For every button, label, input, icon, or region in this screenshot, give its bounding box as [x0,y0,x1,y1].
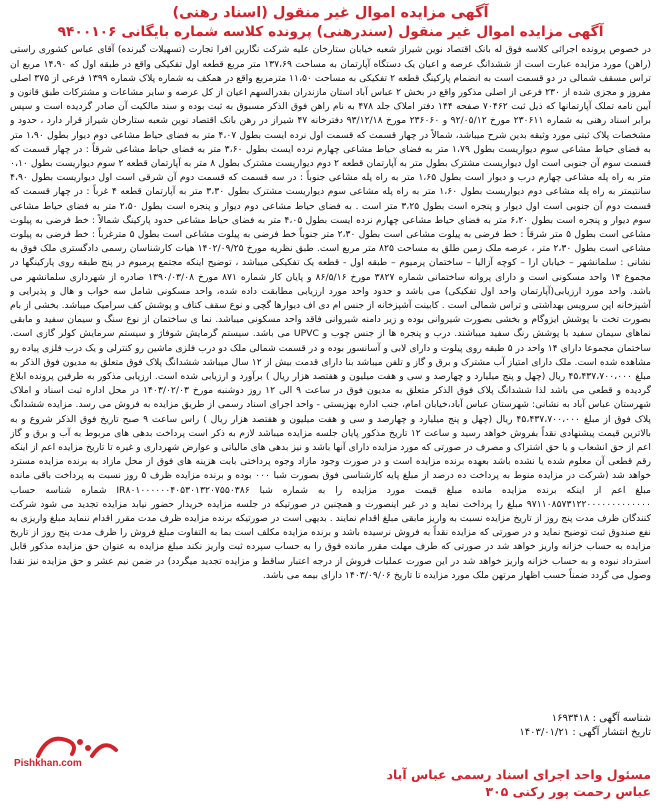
notice-subtitle: آگهی مزایده اموال غیر منقول (سندرهنی) پرونده کلاسه شماره بایگانی ۹۴۰۰۱۰۶ [57,24,604,41]
notice-header [10,4,651,41]
notice-title: آگهی مزایده اموال غیر منقول (اسناد رهنی) [172,5,489,21]
notice-id-value: ۱۶۹۳۴۱۸ [551,713,590,725]
notice-signature [387,766,651,800]
notice-id-row [10,712,651,726]
notice-body [10,43,651,711]
notice-id-label: شناسه آگهی : [592,713,651,725]
pishkhan-watermark [8,728,126,778]
publish-date-label: تاریخ انتشار آگهی : [572,727,651,739]
signature-title: مسئول واحد اجرای اسناد رسمی عباس آباد [386,767,651,782]
watermark-text: Pishkhan.com [14,758,82,769]
publish-date-value: ۱۴۰۳/۰۱/۲۱ [519,727,570,739]
notice-paragraph: در خصوص پرونده اجرائی کلاسه فوق له بانک اقتصاد نوین شیراز شعبه خیابان ستارخان علیه شرکت نگارین افرا تجارت (تسهیلات گیرنده) آقای عباس کشوری راستی (راهن) مورد مزایده عبارت است از ششدانگ عرصه و اعیان یک دستگاه آپارتمان به مساحت ۱۳۷،۶۹ متر مربع قطعه اول تفکیکی واقع در طبقه اول که ۱۴،۹۰ مربع ان تراس مسقف شمالی در دو قسمت است به انضمام پارکینگ قطعه ۲ تفکیکی به مساحت ۱۱،۵۰ مترمربع واقع در همکف به شماره پلاک شماره ۱۳۹۹ فرعی از ۳۷۵ اصلی مفروز و مجزی شده از ۲۳۰ فرعی از اصلی مذکور واقع در بخش ۲ عباس آباد استان مازندران بقدرالسهم اعیان از کل عرصه و سایر مشاعات و مشترکات طبق قانون و آیین نامه تملک آپارتمانها که ذیل ثبت ۷۰۴۶۲ صفحه ۱۴۴ دفتر املاک جلد ۴۷۸ به نام راهن فوق الذکر مسبوق به ثبت بوده و سند مالکیت آن صادر گردیده است و سپس برابر اسناد رهنی به شماره ۲۳۰۶۱۱ مورخ ۹۲/۰۵/۱۲ و ۲۳۶۰۶۰ مورخ ۹۳/۱۲/۱۸ دفترخانه ۴۷ شیراز در رهن بانک اقتصاد نوین شعبه ستارخان شیراز قرار دارد ، حدود و مشخصات پلاک ثبتی مورد وثیقه بدین شرح میباشد، شمالاً در چهار قسمت که قسمت اول نرده ایست بطول ۴،۰۷ متر به فضای حیاط مشاعی دوم دیوار بطول ۱،۹۰ متر به فضای حیاط مشاعی سوم دیواریست بطول ۱،۷۹ متر به فضای حیاط مشاعی چهارم نرده ایست بطول ۳،۶۰ متر به فضای حیاط مشاعی شرقاً : در چهار قسمت که قسمت سوم آن جنوبی است اول دیواریست مشترک بطول متر به آپارتمان قطعه ۲ دوم دیواریست مشترک بطول ۸ متر به آپارتمان قطعه ۲ سوم دیواریست بطول ۰،۱۰ متر به راه پله مشاعی چهارم درب و دیوار است بطول ۱،۶۵ متر به راه پله مشاعی جنوباً : در سه قسمت که قسمت دوم آن شرقی است اول دیواریست بطول ۴،۹۰ سانتیمتر به راه پله مشاعی دوم دیواریست بطول ۱،۶۰ متر به راه پله مشاعی سوم دیواریست مشترک بطول ۳،۳۰ متر به آپارتمان قطعه ۴ غرباً : در چهار قسمت که قسمت دوم آن جنوبی است اول دیوار و پنجره است بطول ۳،۲۵ متر است . به فضای حیاط مشاعی دوم دیوار و پنجره است بطول ۲،۵۰ متر به فضای حیاط مشاعی سوم دیوار و پنجره است بطول ۶،۲۰ متر به فضای حیاط مشاعی چهارم نرده ایست بطول ۴،۰۵ متر به فضای حیاط مشاعی حدود پارکینگ شمالاً : خط فرضی به پیلوت مشاعی است بطول ۵ متر شرقاً : خط فرضی به پیلوت مشاعی است بطول ۲،۳۰ متر جنوباً خط فرضی به پیلوت مشاعی است بطول ۵ مترغرباً : خط فرضی به پیلوت مشاعی است بطول ۲،۳۰ متر ، عرصه ملک زمین طلق به مساحت ۸۲۵ متر مربع است. طبق نظریه مورخ ۱۴۰۲/۰۹/۲۵ هیات کارشناسان رسمی دادگستری ملک فوق به نشانی : سلمانشهر – خیابان ارا – کوچه آزالیا – ساختمان پرمیوم – طبقه اول - قطعه یک تفکیکی میباشد ، توضیح اینکه مجتمع پرمیوم در پنج طبقه روی پارکینگها در مجموع ۱۴ واحد مسکونی است و دارای پروانه ساختمانی شماره ۳۸۲۷ مورخ ۸۶/۵/۱۶ و پایان کار شماره ۸۷۱ مورخ ۱۳۹۰/۰۳/۰۸ صادره از شهرداری سلمانشهر می باشد. واحد مورد ارزیابی(آپارتمان واحد اول تفکیکی) می باشد و حدود واحد مورد ارزیابی مطابقت داده شده، واحد مسکونی شامل سه خواب و هال و پذیرایی و آشپزخانه اپن سرویس بهداشتی و تراس شمالی است . کابینت آشپزخانه از جنس ام دی اف دیوارها گچی و نوع سقف کناف و پوشش کف سرامیک میباشد. بخشی از بام بصورت تخت با پوشش ایزوگام و بخشی بصورت شیروانی بوده و زیر دامنه شیروانی فاقد واحد مسکونی میباشد. نما ی ساختمان از نوع سنگ و سیمان سفید و مابقی نماهای سیمان سفید با پوشش رنگ سفید میباشند. درب و پنجره ها از جنس چوب و UPVC می باشد. سیستم گرمایش شوفاژ و سیستم سرمایش کولر گازی است. ساختمان مجموعا دارای ۱۴ واحد در ۵ طبقه روی پیلوت و دارای لابی و آسانسور بوده و در قسمت شمالی ملک دو درب فلزی ماشین رو کنترلی و یک درب فلزی پیاده رو مشاهده شده است. ملک دارای امتیاز آب مشترک و برق و گاز و تلفن میباشد بنا دارای قدمت بیش از ۱۲ سال میباشد ششدانگ پلاک فوق متعلق به مدیون فوق الذکر به مبلغ ۴۵،۴۳۷،۷۰۰،۰۰۰ ریال (چهل و پنج میلیارد و چهارصد و سی و هفت میلیون و هفتصد هزار ریال ) برآورد و ارزیابی شده است. ارزیابی مذکور به طرفین پرونده ابلاغ گردیده و قطعی می باشد لذا ششدانگ پلاک فوق الذکر متعلق به مدیون فوق در ساعت ۹ الی ۱۲ روز دوشنبه مورخ ۱۴۰۳/۰۲/۰۳ در محل اداره ثبت اسناد و املاک شهرستان عباس آباد به نشانی: شهرستان عباس آباد،خیابان امام، جنب اداره بهزیستی - واحد اجرای اسناد رسمی از طریق مزایده به فروش می رسد. مزایده ششدانگ پلاک فوق از مبلغ ۴۵،۴۳۷،۷۰۰،۰۰۰ ریال (چهل و پنج میلیارد و چهارصد و سی و هفت میلیون و هفتصد هزار ریال ) راس ساعت ۹ صبح تاریخ فوق الذکر شروع و به بالاترین قیمت پیشنهادی نقداً بفروش خواهد رسید و ساعت ۱۲ تاریخ مذکور پایان جلسه مزایده میباشد لازم به ذکر است پرداخت بدهی های مربوط به آب و برق و گاز اعم از حق انشعاب و یا حق اشتراک و مصرف در صورتی که مورد مزایده دارای آنها باشد و نیز بدهی های مالیاتی و عوارض شهرداری و غیره تا تاریخ مزایده اعم از اینکه رقم قطعی آن معلوم شده یا نشده باشد بعهده برنده مزایده است و در صورت وجود مازاد وجوه پرداختی بابت هزینه های فوق از محل مازاد به برنده مزایده مسترد خواهد شد (شرکت در مزایده منوط به پرداخت ده درصد از مبلغ پایه کارشناسی فوق بصورت شبا ۰۰۰ بوده و برنده مزایده ظرف ۵ روز نسبت به پرداخت باقی مانده مبلغ اعم از اینکه برنده مزایده مانده مبلغ قیمت مورد مزایده را به شماره شبا IR۸۰۱۰۰۰۰۰۰۴۰۵۳۰۱۳۲۰۷۵۵۰۳۸۶ شماره شناسه حساب ۹۷۱۱۰۸۵۷۳۱۲۲۰۰۰۰۰۰۰۰۰۰۰۰۰ مبلغ را پرداخت نماید و در غیر اینصورت و همچنین در صورتیکه در جلسه مزایده خریدار حضور نیابد مزایده تجدید می شود شرکت کنندگان ظرف مدت پنج روز از تاریخ مزایده نسبت به واریز مابقی مبلغ اقدام نمایند . بدیهی است در صورتیکه برنده مزایده ظرف مدت مقرر اقدام ننماید مبلغ واریزی به نفع صندوق ثبت توضیح نماید و در صورتی که مزایده نقداً به فروش نرسیده باشد و برنده مزایده مکلف است بما به التفاوت مبلغ فروش را ظرف مدت پنج روز از تاریخ مزایده به حساب خزانه واریز خواهد شد در صورتی که طرف مهلت مقرر مانده فوق را به حساب سپرده ثبت واریز نکند مبلغ مزایده به عنوان حق مزایده مذکور قابل استرداد نبوده و به حساب خزانه واریز خواهد شد در این صورت عملیات فروش از درجه اعتبار ساقط و مزایده تجدید میگردد) در ضمن نیم عشر و حق مزایده نیز نقدا وصول می گردد ضمناً حسب اظهار مرتهن ملک مورد مزایده تا تاریخ ۱۴۰۳/۰۹/۰۶ دارای بیمه می باشد. [10,44,651,581]
signature-name: عباس رحمت پور رکنی ۳۰۵ [485,784,651,799]
watermark-logo-icon [8,728,126,778]
